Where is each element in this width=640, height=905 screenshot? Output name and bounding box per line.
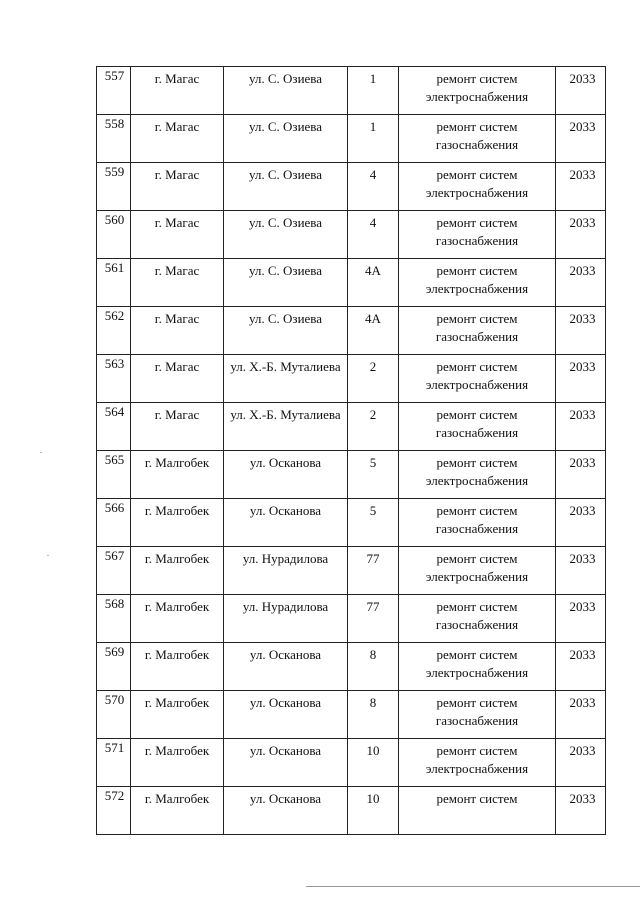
house-number-cell-text: 4А xyxy=(365,263,381,278)
city-cell-text: г. Малгобек xyxy=(144,695,210,710)
house-number-cell-text: 2 xyxy=(369,407,377,422)
city-cell-text: г. Магас xyxy=(154,215,200,230)
table-row xyxy=(97,307,606,355)
table-body xyxy=(97,67,606,835)
city-cell xyxy=(131,355,224,403)
work-type-cell-text: ремонт систем электроснабжения xyxy=(425,359,529,392)
street-cell-text: ул. С. Озиева xyxy=(248,167,323,182)
city-cell xyxy=(131,739,224,787)
table-row xyxy=(97,499,606,547)
row-number-cell xyxy=(97,691,131,739)
street-cell-text: ул. Х.-Б. Муталиева xyxy=(230,407,341,422)
house-number-cell xyxy=(348,403,399,451)
table-row xyxy=(97,451,606,499)
row-number-cell xyxy=(97,643,131,691)
row-number-cell xyxy=(97,115,131,163)
street-cell-text: ул. Осканова xyxy=(249,695,322,710)
work-type-cell-text: ремонт систем газоснабжения xyxy=(435,599,519,632)
city-cell xyxy=(131,163,224,211)
house-number-cell xyxy=(348,451,399,499)
work-type-cell xyxy=(399,211,556,259)
year-cell-text: 2033 xyxy=(569,407,596,422)
city-cell xyxy=(131,115,224,163)
city-cell-text: г. Малгобек xyxy=(144,599,210,614)
city-cell-text: г. Малгобек xyxy=(144,647,210,662)
year-cell xyxy=(556,499,606,547)
row-number-cell xyxy=(97,403,131,451)
house-number-cell-text: 10 xyxy=(366,791,380,806)
street-cell-text: ул. С. Озиева xyxy=(248,215,323,230)
year-cell-text: 2033 xyxy=(569,791,596,806)
work-type-cell-text: ремонт систем xyxy=(436,791,518,806)
row-number-cell xyxy=(97,547,131,595)
street-cell xyxy=(224,547,348,595)
row-number-cell xyxy=(97,211,131,259)
street-cell-text: ул. С. Озиева xyxy=(248,71,323,86)
row-number-cell xyxy=(97,163,131,211)
year-cell xyxy=(556,211,606,259)
city-cell-text: г. Малгобек xyxy=(144,503,210,518)
year-cell xyxy=(556,595,606,643)
work-type-cell xyxy=(399,163,556,211)
house-number-cell-text: 4А xyxy=(365,311,381,326)
street-cell xyxy=(224,307,348,355)
table-row xyxy=(97,739,606,787)
year-cell xyxy=(556,691,606,739)
city-cell xyxy=(131,643,224,691)
row-number-cell-text: 565 xyxy=(104,452,125,467)
work-type-cell xyxy=(399,259,556,307)
house-number-cell-text: 77 xyxy=(366,551,380,566)
work-type-cell-text: ремонт систем электроснабжения xyxy=(425,455,529,488)
work-type-cell-text: ремонт систем газоснабжения xyxy=(435,119,519,152)
city-cell-text: г. Магас xyxy=(154,311,200,326)
year-cell xyxy=(556,355,606,403)
year-cell xyxy=(556,163,606,211)
house-number-cell-text: 1 xyxy=(369,119,377,134)
work-type-cell xyxy=(399,643,556,691)
row-number-cell xyxy=(97,739,131,787)
city-cell xyxy=(131,307,224,355)
house-number-cell xyxy=(348,739,399,787)
city-cell-text: г. Магас xyxy=(154,407,200,422)
street-cell-text: ул. Нурадилова xyxy=(242,599,329,614)
city-cell xyxy=(131,691,224,739)
work-type-cell-text: ремонт систем газоснабжения xyxy=(435,407,519,440)
street-cell-text: ул. Х.-Б. Муталиева xyxy=(230,359,341,374)
work-type-cell-text: ремонт систем электроснабжения xyxy=(425,647,529,680)
table-row xyxy=(97,163,606,211)
house-number-cell-text: 1 xyxy=(369,71,377,86)
city-cell xyxy=(131,787,224,835)
work-type-cell-text: ремонт систем электроснабжения xyxy=(425,743,529,776)
row-number-cell xyxy=(97,787,131,835)
house-number-cell xyxy=(348,643,399,691)
street-cell-text: ул. Осканова xyxy=(249,791,322,806)
work-type-cell-text: ремонт систем газоснабжения xyxy=(435,215,519,248)
city-cell xyxy=(131,499,224,547)
year-cell xyxy=(556,259,606,307)
scan-edge-line xyxy=(306,886,640,887)
house-number-cell xyxy=(348,163,399,211)
row-number-cell xyxy=(97,451,131,499)
work-type-cell-text: ремонт систем электроснабжения xyxy=(425,551,529,584)
work-type-cell xyxy=(399,499,556,547)
row-number-cell-text: 561 xyxy=(104,260,125,275)
year-cell xyxy=(556,67,606,115)
house-number-cell xyxy=(348,115,399,163)
row-number-cell-text: 568 xyxy=(104,596,125,611)
year-cell-text: 2033 xyxy=(569,647,596,662)
house-number-cell-text: 77 xyxy=(366,599,380,614)
year-cell xyxy=(556,451,606,499)
work-type-cell xyxy=(399,355,556,403)
house-number-cell xyxy=(348,547,399,595)
house-number-cell xyxy=(348,691,399,739)
year-cell-text: 2033 xyxy=(569,455,596,470)
table-row xyxy=(97,211,606,259)
row-number-cell xyxy=(97,259,131,307)
row-number-cell-text: 566 xyxy=(104,500,125,515)
work-type-cell xyxy=(399,787,556,835)
city-cell xyxy=(131,547,224,595)
row-number-cell-text: 563 xyxy=(104,356,125,371)
table-row xyxy=(97,643,606,691)
row-number-cell xyxy=(97,67,131,115)
street-cell xyxy=(224,451,348,499)
city-cell xyxy=(131,451,224,499)
year-cell-text: 2033 xyxy=(569,695,596,710)
street-cell-text: ул. С. Озиева xyxy=(248,119,323,134)
street-cell xyxy=(224,499,348,547)
house-number-cell-text: 5 xyxy=(369,455,377,470)
street-cell xyxy=(224,787,348,835)
city-cell xyxy=(131,67,224,115)
row-number-cell-text: 558 xyxy=(104,116,125,131)
scan-speck xyxy=(40,452,42,453)
table-row xyxy=(97,691,606,739)
work-type-cell-text: ремонт систем электроснабжения xyxy=(425,167,529,200)
house-number-cell-text: 4 xyxy=(369,215,377,230)
house-number-cell-text: 5 xyxy=(369,503,377,518)
street-cell xyxy=(224,259,348,307)
street-cell xyxy=(224,211,348,259)
table-row xyxy=(97,355,606,403)
row-number-cell xyxy=(97,307,131,355)
year-cell-text: 2033 xyxy=(569,503,596,518)
work-type-cell-text: ремонт систем электроснабжения xyxy=(425,263,529,296)
house-number-cell xyxy=(348,307,399,355)
city-cell-text: г. Малгобек xyxy=(144,743,210,758)
city-cell-text: г. Магас xyxy=(154,71,200,86)
year-cell-text: 2033 xyxy=(569,599,596,614)
year-cell xyxy=(556,307,606,355)
row-number-cell xyxy=(97,499,131,547)
row-number-cell-text: 559 xyxy=(104,164,125,179)
street-cell xyxy=(224,643,348,691)
street-cell xyxy=(224,403,348,451)
row-number-cell-text: 571 xyxy=(104,740,125,755)
year-cell xyxy=(556,403,606,451)
street-cell xyxy=(224,355,348,403)
city-cell-text: г. Магас xyxy=(154,263,200,278)
table-row xyxy=(97,259,606,307)
city-cell-text: г. Малгобек xyxy=(144,551,210,566)
row-number-cell-text: 569 xyxy=(104,644,125,659)
house-number-cell-text: 8 xyxy=(369,695,377,710)
year-cell-text: 2033 xyxy=(569,119,596,134)
scan-speck xyxy=(47,555,49,556)
year-cell xyxy=(556,739,606,787)
house-number-cell xyxy=(348,211,399,259)
city-cell xyxy=(131,259,224,307)
street-cell-text: ул. Осканова xyxy=(249,455,322,470)
city-cell-text: г. Магас xyxy=(154,167,200,182)
row-number-cell-text: 560 xyxy=(104,212,125,227)
table-row xyxy=(97,403,606,451)
city-cell-text: г. Малгобек xyxy=(144,455,210,470)
work-type-cell xyxy=(399,739,556,787)
year-cell-text: 2033 xyxy=(569,215,596,230)
house-number-cell xyxy=(348,259,399,307)
work-type-cell xyxy=(399,691,556,739)
year-cell-text: 2033 xyxy=(569,311,596,326)
street-cell xyxy=(224,115,348,163)
work-type-cell xyxy=(399,307,556,355)
table-row xyxy=(97,787,606,835)
street-cell-text: ул. С. Озиева xyxy=(248,311,323,326)
row-number-cell-text: 562 xyxy=(104,308,125,323)
year-cell-text: 2033 xyxy=(569,551,596,566)
year-cell xyxy=(556,547,606,595)
house-number-cell xyxy=(348,787,399,835)
work-type-cell xyxy=(399,451,556,499)
repair-schedule-table xyxy=(96,66,606,835)
house-number-cell-text: 10 xyxy=(366,743,380,758)
table-row xyxy=(97,595,606,643)
row-number-cell-text: 567 xyxy=(104,548,125,563)
city-cell xyxy=(131,595,224,643)
table-row xyxy=(97,547,606,595)
row-number-cell xyxy=(97,595,131,643)
city-cell-text: г. Магас xyxy=(154,119,200,134)
street-cell xyxy=(224,595,348,643)
table-row xyxy=(97,115,606,163)
city-cell-text: г. Магас xyxy=(154,359,200,374)
year-cell xyxy=(556,787,606,835)
house-number-cell-text: 2 xyxy=(369,359,377,374)
row-number-cell-text: 557 xyxy=(104,68,125,83)
year-cell xyxy=(556,115,606,163)
row-number-cell xyxy=(97,355,131,403)
year-cell-text: 2033 xyxy=(569,743,596,758)
year-cell xyxy=(556,643,606,691)
street-cell-text: ул. Осканова xyxy=(249,647,322,662)
year-cell-text: 2033 xyxy=(569,263,596,278)
row-number-cell-text: 572 xyxy=(104,788,125,803)
work-type-cell xyxy=(399,595,556,643)
city-cell xyxy=(131,211,224,259)
street-cell xyxy=(224,67,348,115)
work-type-cell-text: ремонт систем электроснабжения xyxy=(425,71,529,104)
house-number-cell xyxy=(348,595,399,643)
work-type-cell-text: ремонт систем газоснабжения xyxy=(435,503,519,536)
city-cell xyxy=(131,403,224,451)
table-row xyxy=(97,67,606,115)
work-type-cell-text: ремонт систем газоснабжения xyxy=(435,695,519,728)
work-type-cell-text: ремонт систем газоснабжения xyxy=(435,311,519,344)
year-cell-text: 2033 xyxy=(569,359,596,374)
house-number-cell-text: 8 xyxy=(369,647,377,662)
street-cell-text: ул. Нурадилова xyxy=(242,551,329,566)
house-number-cell xyxy=(348,499,399,547)
row-number-cell-text: 570 xyxy=(104,692,125,707)
street-cell xyxy=(224,739,348,787)
street-cell-text: ул. Осканова xyxy=(249,503,322,518)
house-number-cell xyxy=(348,67,399,115)
work-type-cell xyxy=(399,403,556,451)
row-number-cell-text: 564 xyxy=(104,404,125,419)
work-type-cell xyxy=(399,67,556,115)
street-cell xyxy=(224,691,348,739)
city-cell-text: г. Малгобек xyxy=(144,791,210,806)
house-number-cell-text: 4 xyxy=(369,167,377,182)
house-number-cell xyxy=(348,355,399,403)
work-type-cell xyxy=(399,115,556,163)
year-cell-text: 2033 xyxy=(569,71,596,86)
year-cell-text: 2033 xyxy=(569,167,596,182)
work-type-cell xyxy=(399,547,556,595)
street-cell xyxy=(224,163,348,211)
street-cell-text: ул. Осканова xyxy=(249,743,322,758)
street-cell-text: ул. С. Озиева xyxy=(248,263,323,278)
